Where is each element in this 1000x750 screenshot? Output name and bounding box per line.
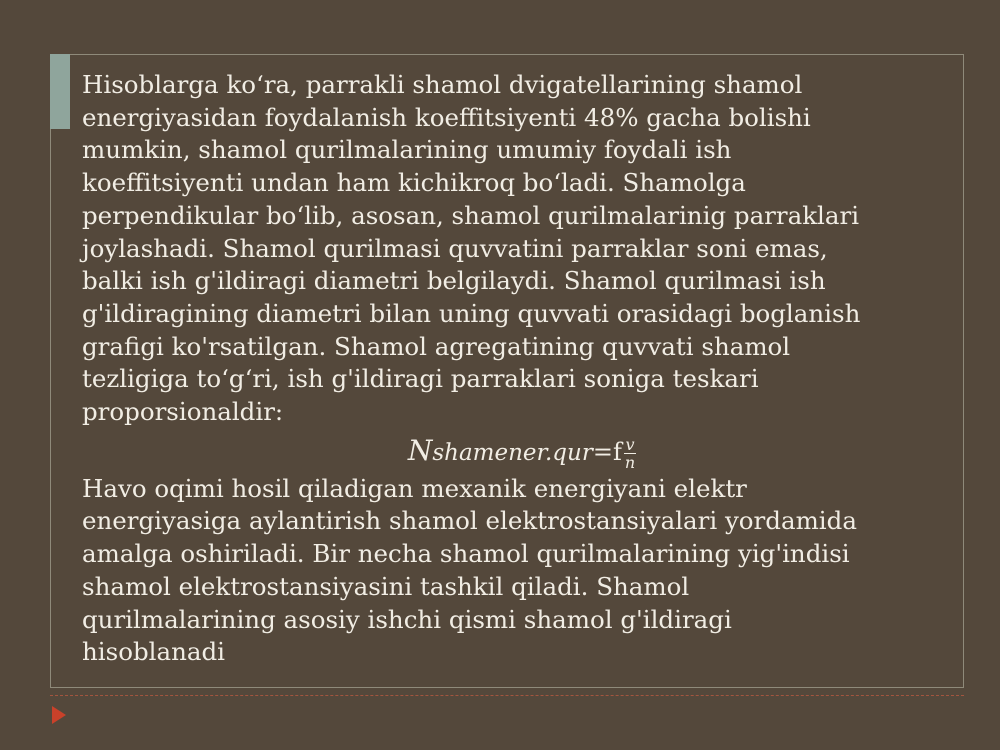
text-line: perpendikular bo‘lib, asosan, shamol qurilmalarinig parraklari (82, 200, 860, 230)
text-line: koeffitsiyenti undan ham kichikroq bo‘ladi. Shamolga (82, 168, 746, 198)
text-line: mumkin, shamol qurilmalarining umumiy foydali ish (82, 135, 732, 165)
formula-variable: N (407, 433, 433, 467)
text-line: Hisoblarga ko‘ra, parrakli shamol dvigatellarining shamol (82, 70, 803, 99)
text-line: g'ildiragining diametri bilan uning quvvati orasidagi boglanish (82, 298, 861, 328)
text-line: Havo oqimi hosil qiladigan mexanik energiyani elektr (82, 473, 747, 503)
formula-equals: =f (592, 437, 622, 466)
formula-fraction (624, 436, 636, 471)
text-line: energiyasiga aylantirish shamol elektrostansiyalari yordamida (82, 506, 857, 536)
play-arrow-icon (52, 706, 66, 724)
formula-subscript: shamener.qur (432, 439, 593, 466)
text-line: qurilmalarining asosiy ishchi qismi shamol g'ildiragi (82, 604, 732, 634)
text-line: grafigi ko'rsatilgan. Shamol agregatining quvvati shamol (82, 331, 791, 361)
formula (92, 429, 952, 473)
text-line: shamol elektrostansiyasini tashkil qiladi. Shamol (82, 571, 690, 601)
formula-numerator: v (625, 434, 635, 454)
formula-denominator: n (624, 452, 636, 472)
paragraph-1 (82, 69, 952, 429)
text-line: proporsionaldir: (82, 397, 284, 427)
text-line: joylashadi. Shamol qurilmasi quvvatini parraklar soni emas, (82, 233, 828, 263)
text-line: hisoblanadi (82, 637, 225, 667)
bottom-divider (50, 695, 964, 696)
slide-content (82, 69, 952, 669)
text-line: amalga oshiriladi. Bir necha shamol qurilmalarining yig'indisi (82, 539, 850, 569)
paragraph-2 (82, 473, 952, 669)
text-line: energiyasidan foydalanish koeffitsiyenti 48% gacha bolishi (82, 102, 811, 132)
text-line: balki ish g'ildiragi diametri belgilaydi. Shamol qurilmasi ish (82, 266, 826, 296)
text-line: tezligiga to‘g‘ri, ish g'ildiragi parraklari soniga teskari (82, 364, 759, 394)
accent-bar (50, 54, 70, 129)
